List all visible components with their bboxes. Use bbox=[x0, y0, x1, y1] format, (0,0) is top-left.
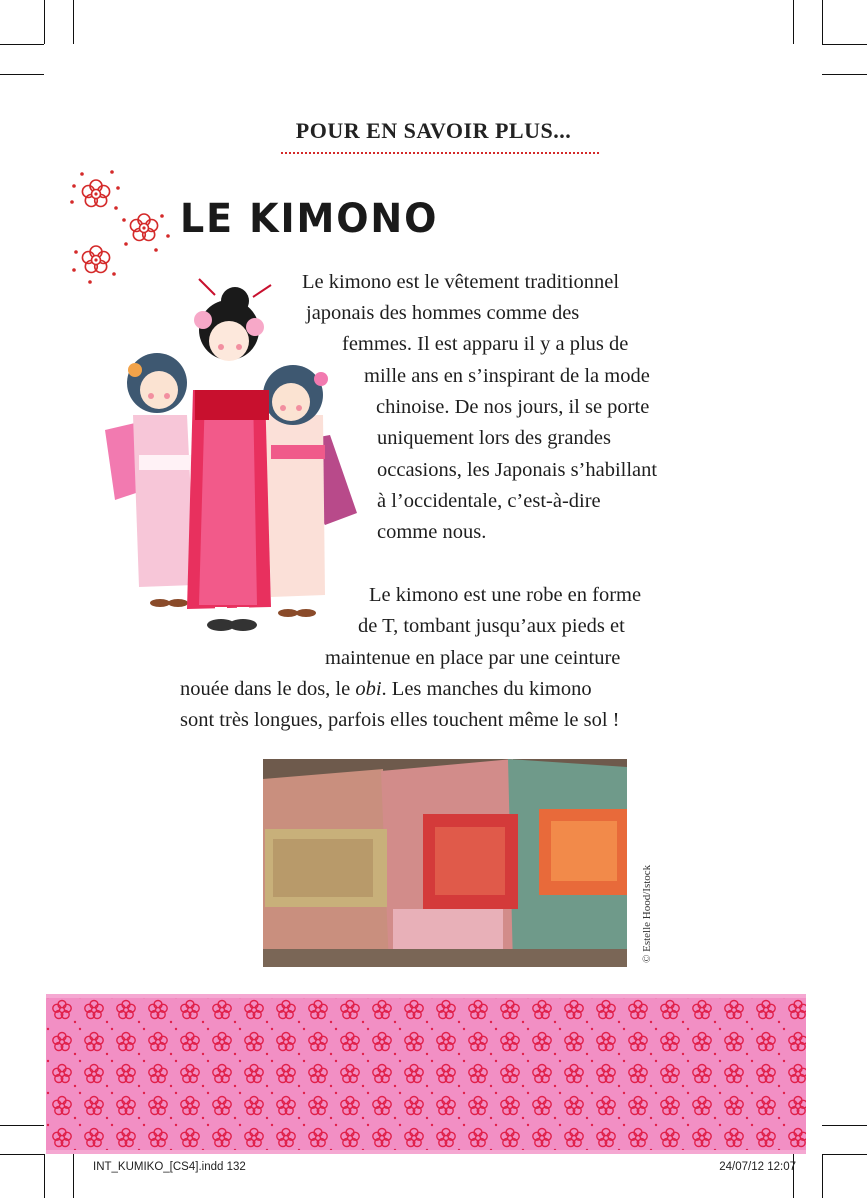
girl-left-icon bbox=[105, 353, 195, 607]
section-title: POUR EN SAVOIR PLUS... bbox=[295, 118, 572, 143]
text-line: à l’occidentale, c’est-à-dire bbox=[377, 490, 601, 512]
girl-middle-icon bbox=[187, 279, 271, 631]
crop-mark bbox=[73, 0, 74, 44]
crop-mark bbox=[822, 1154, 867, 1155]
crop-mark bbox=[793, 0, 794, 44]
kimono-girls-illustration bbox=[95, 275, 370, 645]
kimono-photo bbox=[263, 759, 627, 967]
girl-right-icon bbox=[263, 365, 357, 617]
obi-term: obi bbox=[355, 678, 382, 700]
crop-mark bbox=[822, 0, 823, 44]
crop-mark bbox=[73, 1154, 74, 1198]
text-segment: . Les manches du kimono bbox=[381, 678, 592, 700]
pink-flower-band bbox=[46, 994, 806, 1154]
crop-mark bbox=[822, 44, 867, 45]
text-line: femmes. Il est apparu il y a plus de bbox=[342, 333, 629, 355]
text-line: de T, tombant jusqu’aux pieds et bbox=[358, 615, 625, 637]
crop-mark bbox=[44, 1154, 45, 1198]
crop-mark bbox=[0, 1125, 44, 1126]
footer-date-time: 24/07/12 12:07 bbox=[719, 1161, 796, 1173]
text-line: Le kimono est le vêtement traditionnel bbox=[302, 271, 620, 293]
photo-credit: © Estelle Hood/Istock bbox=[641, 864, 653, 963]
flower-cluster-icon bbox=[64, 166, 174, 288]
footer-file-info: INT_KUMIKO_[CS4].indd 132 bbox=[93, 1161, 246, 1173]
page-title: LE KIMONO bbox=[180, 196, 439, 242]
crop-mark bbox=[822, 1125, 867, 1126]
text-line: japonais des hommes comme des bbox=[306, 302, 580, 324]
text-line: comme nous. bbox=[377, 521, 487, 543]
text-line: mille ans en s’inspirant de la mode bbox=[364, 365, 650, 387]
text-line: Le kimono est une robe en forme bbox=[369, 584, 642, 606]
text-line bbox=[180, 677, 592, 701]
text-line: uniquement lors des grandes bbox=[377, 427, 611, 449]
text-segment: nouée dans le dos, le bbox=[180, 678, 356, 700]
text-line: sont très longues, parfois elles touchent même le sol ! bbox=[180, 709, 620, 731]
crop-mark bbox=[0, 44, 44, 45]
text-line: occasions, les Japonais s’habillant bbox=[377, 459, 658, 481]
text-line: chinoise. De nos jours, il se porte bbox=[376, 396, 650, 418]
crop-mark bbox=[0, 74, 44, 75]
crop-mark bbox=[44, 0, 45, 44]
crop-mark bbox=[822, 1154, 823, 1198]
dotted-divider bbox=[281, 152, 599, 154]
crop-mark bbox=[0, 1154, 44, 1155]
crop-mark bbox=[822, 74, 867, 75]
text-line: maintenue en place par une ceinture bbox=[325, 647, 621, 669]
